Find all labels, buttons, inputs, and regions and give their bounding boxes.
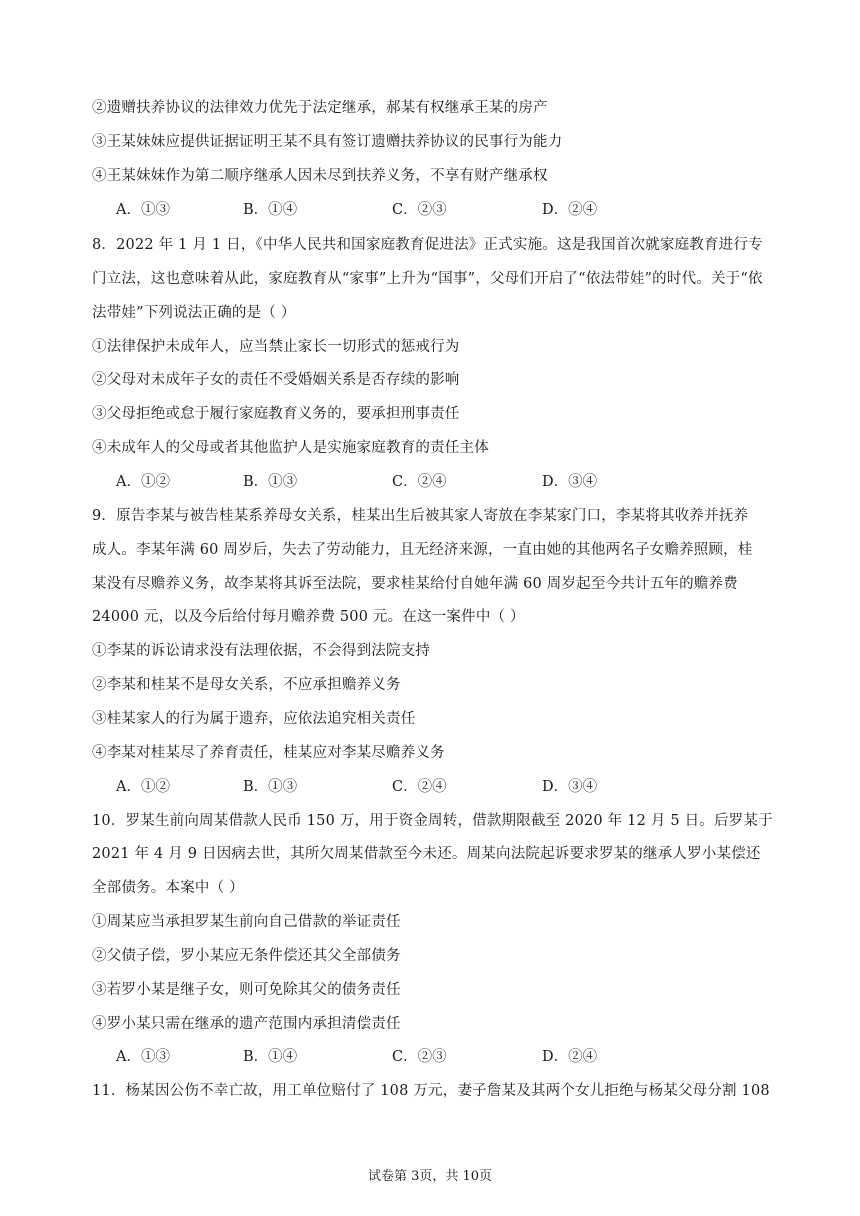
page-footer: 试卷第 3页，共 10页 bbox=[367, 1169, 493, 1184]
q7-option-a: A．①③ bbox=[116, 202, 170, 218]
q10-options bbox=[92, 1047, 782, 1067]
q10-option-c: C．②③ bbox=[392, 1049, 447, 1065]
q9-item-2: ②李某和桂某不是母女关系，不应承担赡养义务 bbox=[92, 677, 401, 693]
q8-options bbox=[92, 472, 782, 492]
q9-option-d: D．③④ bbox=[542, 779, 598, 795]
q8-item-1: ①法律保护未成年人，应当禁止家长一切形式的惩戒行为 bbox=[92, 339, 460, 355]
q8-stem-line-3: 法带娃”下列说法正确的是（ ） bbox=[92, 305, 296, 321]
q7-option-d: D．②④ bbox=[542, 202, 598, 218]
q8-option-b: B．①③ bbox=[243, 474, 298, 490]
q9-option-c: C．②④ bbox=[392, 779, 447, 795]
q10-stem-line-1: 10．罗某生前向周某借款人民币 150 万，用于资金周转，借款期限截至 2020 年 12 月 5 日。后罗某于 bbox=[92, 813, 773, 829]
q9-stem-line-4: 24000 元，以及今后给付每月赡养费 500 元。在这一案件中（ ） bbox=[92, 609, 525, 625]
q10-option-b: B．①④ bbox=[243, 1049, 298, 1065]
q9-stem-line-3: 某没有尽赡养义务，故李某将其诉至法院，要求桂某给付自她年满 60 周岁起至今共计五年的赡养费 bbox=[92, 576, 738, 592]
q10-item-1: ①周某应当承担罗某生前向自己借款的举证责任 bbox=[92, 914, 401, 930]
q8-item-4: ④未成年人的父母或者其他监护人是实施家庭教育的责任主体 bbox=[92, 440, 489, 456]
q10-stem-line-2: 2021 年 4 月 9 日因病去世，其所欠周某借款至今未还。周某向法院起诉要求罗某的继承人罗小某偿还 bbox=[92, 846, 761, 862]
q10-item-2: ②父债子偿，罗小某应无条件偿还其父全部债务 bbox=[92, 948, 401, 964]
q7-option-b: B．①④ bbox=[243, 202, 298, 218]
q8-option-a: A．①② bbox=[116, 474, 170, 490]
q8-option-c: C．②④ bbox=[392, 474, 447, 490]
q9-stem-line-2: 成人。李某年满 60 周岁后，失去了劳动能力，且无经济来源，一直由她的其他两名子女赡养照顾，桂 bbox=[92, 542, 753, 558]
q8-stem-line-2: 门立法，这也意味着从此，家庭教育从“家事”上升为“国事”，父母们开启了“依法带娃”的时代。关于“依 bbox=[92, 271, 763, 287]
q7-option-c: C．②③ bbox=[392, 202, 447, 218]
q10-item-4: ④罗小某只需在继承的遗产范围内承担清偿责任 bbox=[92, 1016, 401, 1032]
q7-item-2: ②遗赠扶养协议的法律效力优先于法定继承，郝某有权继承王某的房产 bbox=[92, 100, 548, 116]
q8-item-3: ③父母拒绝或怠于履行家庭教育义务的，要承担刑事责任 bbox=[92, 406, 460, 422]
q9-stem-line-1: 9．原告李某与被告桂某系养母女关系，桂某出生后被其家人寄放在李某家门口，李某将其收养并抚养 bbox=[92, 508, 749, 524]
q9-item-4: ④李某对桂某尽了养育责任，桂某应对李某尽赡养义务 bbox=[92, 745, 445, 761]
q10-option-d: D．②④ bbox=[542, 1049, 598, 1065]
q9-option-a: A．①② bbox=[116, 779, 170, 795]
q9-item-3: ③桂某家人的行为属于遗弃，应依法追究相关责任 bbox=[92, 711, 416, 727]
q8-item-2: ②父母对未成年子女的责任不受婚姻关系是否存续的影响 bbox=[92, 372, 460, 388]
q10-stem-line-3: 全部债务。本案中（ ） bbox=[92, 880, 244, 896]
q10-option-a: A．①③ bbox=[116, 1049, 170, 1065]
q8-option-d: D．③④ bbox=[542, 474, 598, 490]
q9-item-1: ①李某的诉讼请求没有法理依据，不会得到法院支持 bbox=[92, 643, 431, 659]
q10-item-3: ③若罗小某是继子女，则可免除其父的债务责任 bbox=[92, 982, 401, 998]
q11-stem-line-1: 11．杨某因公伤不幸亡故，用工单位赔付了 108 万元，妻子詹某及其两个女儿拒绝与杨某父母分割 108 bbox=[92, 1083, 770, 1099]
q9-options bbox=[92, 777, 782, 797]
q7-item-3: ③王某妹妹应提供证据证明王某不具有签订遗赠扶养协议的民事行为能力 bbox=[92, 134, 563, 150]
q7-options bbox=[92, 200, 782, 220]
q7-item-4: ④王某妹妹作为第二顺序继承人因未尽到扶养义务，不享有财产继承权 bbox=[92, 168, 548, 184]
q8-stem-line-1: 8．2022 年 1 月 1 日，《中华人民共和国家庭教育促进法》正式实施。这是我国首次就家庭教育进行专 bbox=[92, 237, 763, 253]
q9-option-b: B．①③ bbox=[243, 779, 298, 795]
